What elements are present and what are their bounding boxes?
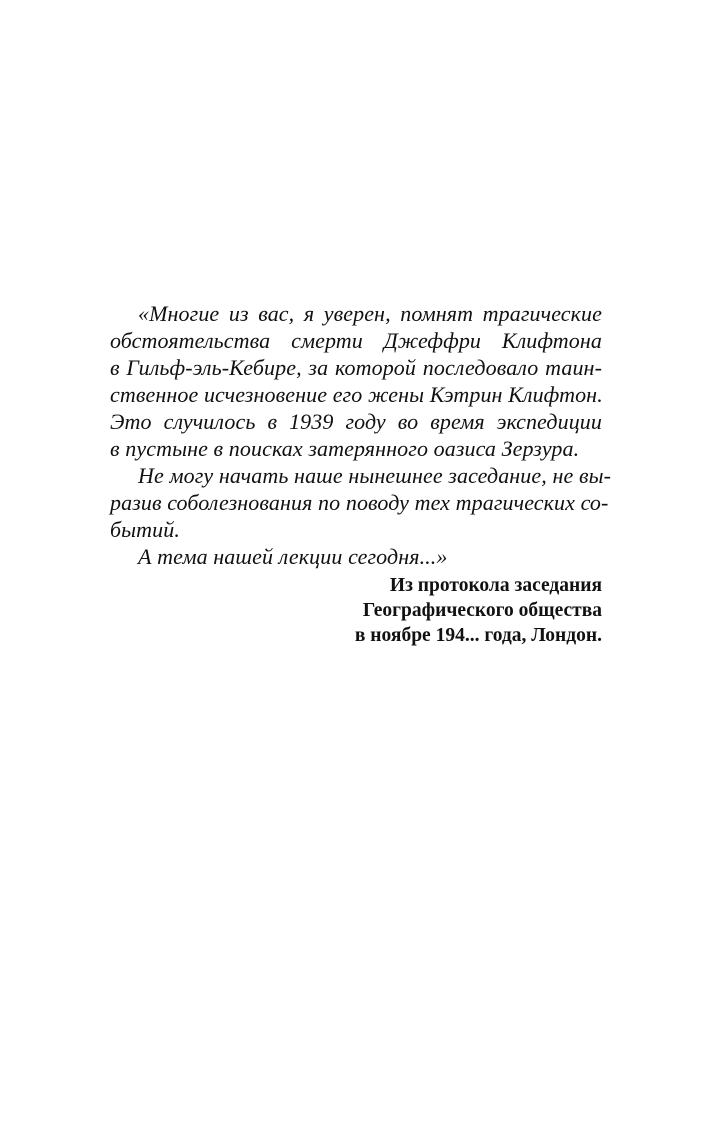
quote-line: в пустыне в поисках затерянного оазиса Зерзура.	[110, 436, 580, 461]
quote-line: разив соболезнования по поводу тех трагических со-	[110, 490, 609, 515]
epigraph-quote	[110, 300, 612, 570]
attribution-line: Географического общества	[362, 600, 602, 621]
attribution-line: в ноябре 194... года, Лондон.	[354, 625, 602, 646]
quote-line: Не могу начать наше нынешнее заседание, не вы-	[138, 463, 612, 488]
quote-line: обстоятельства смерти Джеффри Клифтона	[110, 328, 602, 353]
attribution-line: Из протокола заседания	[389, 575, 602, 596]
quote-line: в Гильф-эль-Кебире, за которой последовало таин-	[110, 355, 602, 380]
quote-line: А тема нашей лекции сегодня...»	[138, 544, 448, 569]
epigraph-attribution	[355, 573, 602, 648]
quote-line: Это случилось в 1939 году во время экспедиции	[110, 409, 602, 434]
quote-line: ственное исчезновение его жены Кэтрин Клифтон.	[110, 382, 603, 407]
quote-line: «Многие из вас, я уверен, помнят трагические	[138, 301, 602, 326]
quote-line: бытий.	[110, 517, 180, 542]
